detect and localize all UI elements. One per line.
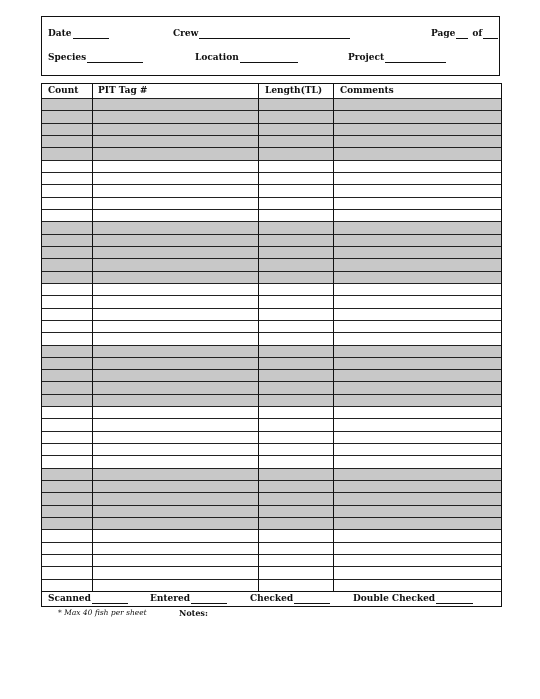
table-row[interactable]	[42, 258, 501, 270]
project-field[interactable]	[348, 53, 446, 63]
table-row[interactable]	[42, 345, 501, 357]
table-row[interactable]	[42, 492, 501, 504]
table-row[interactable]	[42, 369, 501, 381]
table-row[interactable]	[42, 98, 501, 110]
table-row[interactable]	[42, 172, 501, 184]
data-table	[41, 83, 502, 607]
crew-label: Crew	[173, 29, 199, 39]
scanned-label: Scanned	[48, 594, 91, 604]
table-row[interactable]	[42, 394, 501, 406]
location-label: Location	[195, 53, 239, 63]
date-line	[73, 30, 109, 39]
table-row[interactable]	[42, 209, 501, 221]
header-box	[41, 16, 500, 76]
table-row[interactable]	[42, 295, 501, 307]
table-row[interactable]	[42, 517, 501, 529]
double-checked-label: Double Checked	[353, 594, 436, 604]
entered-label: Entered	[150, 594, 191, 604]
page-line	[456, 30, 468, 39]
crew-line	[199, 30, 350, 39]
table-row[interactable]	[42, 529, 501, 541]
of-label: of	[472, 29, 483, 39]
column-divider	[92, 84, 93, 591]
table-row[interactable]	[42, 197, 501, 209]
table-row[interactable]	[42, 332, 501, 344]
notes-label: Notes:	[179, 608, 208, 618]
table-row[interactable]	[42, 418, 501, 430]
date-label: Date	[48, 29, 72, 39]
column-header-pit-tag: PIT Tag #	[98, 86, 148, 96]
species-field[interactable]	[48, 53, 143, 63]
table-row[interactable]	[42, 480, 501, 492]
table-row[interactable]	[42, 443, 501, 455]
table-row[interactable]	[42, 357, 501, 369]
checked-line	[294, 595, 330, 604]
table-row[interactable]	[42, 468, 501, 480]
table-row[interactable]	[42, 381, 501, 393]
column-divider	[258, 84, 259, 591]
footer-row	[42, 591, 501, 607]
table-row[interactable]	[42, 579, 501, 591]
column-header-comments: Comments	[340, 86, 394, 96]
table-row[interactable]	[42, 554, 501, 566]
table-row[interactable]	[42, 271, 501, 283]
column-header-length: Length(TL)	[265, 86, 323, 96]
date-field[interactable]	[48, 29, 109, 39]
table-row[interactable]	[42, 221, 501, 233]
page-label: Page	[431, 29, 456, 39]
table-row[interactable]	[42, 455, 501, 467]
project-label: Project	[348, 53, 385, 63]
table-row[interactable]	[42, 542, 501, 554]
table-row[interactable]	[42, 160, 501, 172]
table-row[interactable]	[42, 234, 501, 246]
table-row[interactable]	[42, 431, 501, 443]
checked-label: Checked	[250, 594, 294, 604]
species-line	[87, 54, 143, 63]
table-row[interactable]	[42, 110, 501, 122]
table-row[interactable]	[42, 308, 501, 320]
scanned-line	[92, 595, 128, 604]
location-line	[240, 54, 298, 63]
entered-line	[191, 595, 227, 604]
of-line	[483, 30, 498, 39]
max-fish-note: * Max 40 fish per sheet	[58, 608, 147, 617]
entered-field[interactable]	[150, 594, 227, 604]
table-row[interactable]	[42, 406, 501, 418]
column-divider	[333, 84, 334, 591]
double-checked-field[interactable]	[353, 594, 473, 604]
table-row[interactable]	[42, 283, 501, 295]
page-field[interactable]	[431, 29, 498, 39]
table-row[interactable]	[42, 135, 501, 147]
table-row[interactable]	[42, 566, 501, 578]
species-label: Species	[48, 53, 87, 63]
table-row[interactable]	[42, 320, 501, 332]
table-row[interactable]	[42, 147, 501, 159]
column-header-count: Count	[48, 86, 79, 96]
checked-field[interactable]	[250, 594, 330, 604]
crew-field[interactable]	[173, 29, 350, 39]
location-field[interactable]	[195, 53, 298, 63]
double-checked-line	[436, 595, 473, 604]
table-row[interactable]	[42, 505, 501, 517]
table-row[interactable]	[42, 246, 501, 258]
table-row[interactable]	[42, 123, 501, 135]
table-row[interactable]	[42, 184, 501, 196]
scanned-field[interactable]	[48, 594, 128, 604]
project-line	[385, 54, 446, 63]
